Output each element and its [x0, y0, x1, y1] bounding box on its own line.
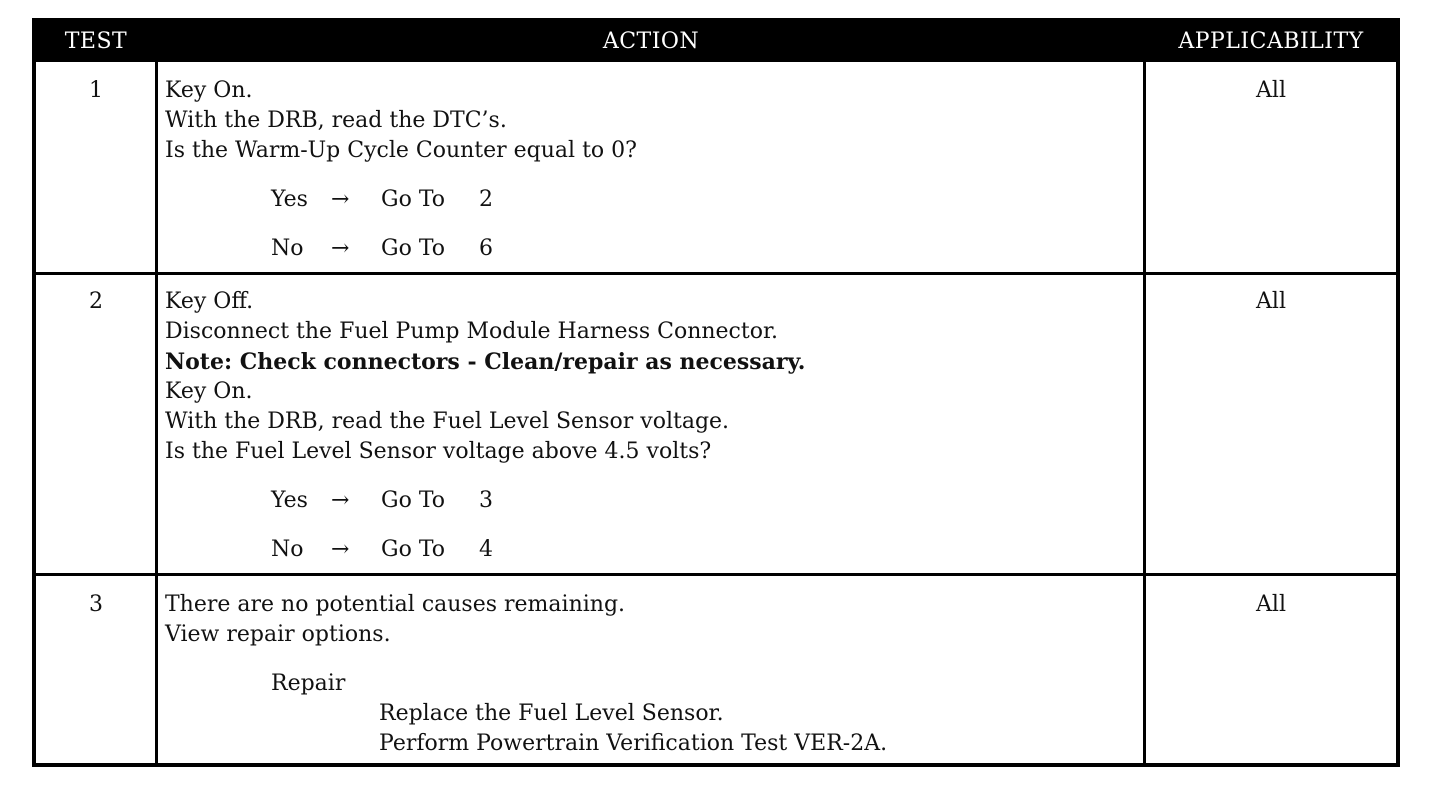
repair-item: Perform Powertrain Verification Test VER-2A. — [379, 731, 888, 756]
header-action: ACTION — [602, 29, 700, 54]
action-cell — [165, 287, 1135, 565]
action-line: Is the Warm-Up Cycle Counter equal to 0? — [165, 138, 637, 163]
action-line: Is the Fuel Level Sensor voltage above 4.5 volts? — [165, 439, 712, 464]
test-number: 1 — [89, 78, 103, 103]
applicability-cell: All — [1256, 289, 1286, 314]
choice-goto-label: Go To — [381, 187, 446, 212]
choice-no — [271, 535, 1135, 565]
choice-target: 6 — [479, 236, 493, 261]
action-line: With the DRB, read the Fuel Level Sensor voltage. — [165, 409, 730, 434]
action-note: Note: Check connectors - Clean/repair as necessary. — [165, 349, 806, 375]
table-row — [36, 273, 1396, 576]
test-number: 3 — [89, 592, 103, 617]
table-row — [36, 576, 1396, 767]
action-line: There are no potential causes remaining. — [165, 592, 626, 617]
choice-target: 3 — [479, 488, 493, 513]
choice-no — [271, 234, 1135, 264]
right-arrow-icon: → — [331, 537, 350, 562]
header-applicability: APPLICABILITY — [1178, 29, 1364, 54]
choice-answer: Yes — [271, 488, 308, 513]
applicability-cell: All — [1256, 78, 1286, 103]
applicability-cell: All — [1256, 592, 1286, 617]
choice-goto-label: Go To — [381, 488, 446, 513]
right-arrow-icon: → — [331, 236, 350, 261]
choice-answer: No — [271, 537, 304, 562]
repair-label: Repair — [271, 671, 346, 696]
choice-yes — [271, 486, 1135, 516]
choice-yes — [271, 185, 1135, 215]
right-arrow-icon: → — [331, 488, 350, 513]
diagnostic-test-table — [32, 18, 1400, 767]
repair-item: Replace the Fuel Level Sensor. — [379, 701, 724, 726]
action-line: Disconnect the Fuel Pump Module Harness Connector. — [165, 319, 779, 344]
right-arrow-icon: → — [331, 187, 350, 212]
table-header-row — [36, 22, 1396, 62]
action-line: Key On. — [165, 379, 253, 404]
choice-target: 4 — [479, 537, 493, 562]
action-line: Key Off. — [165, 289, 254, 314]
action-line: With the DRB, read the DTC’s. — [165, 108, 507, 133]
table-row — [36, 62, 1396, 273]
action-line: View repair options. — [165, 622, 391, 647]
choice-goto-label: Go To — [381, 537, 446, 562]
choice-answer: Yes — [271, 187, 308, 212]
action-line: Key On. — [165, 78, 253, 103]
action-cell — [165, 76, 1135, 264]
header-test: TEST — [64, 29, 128, 54]
action-cell — [165, 590, 1135, 759]
choice-goto-label: Go To — [381, 236, 446, 261]
choice-target: 2 — [479, 187, 493, 212]
choice-answer: No — [271, 236, 304, 261]
test-number: 2 — [89, 289, 103, 314]
